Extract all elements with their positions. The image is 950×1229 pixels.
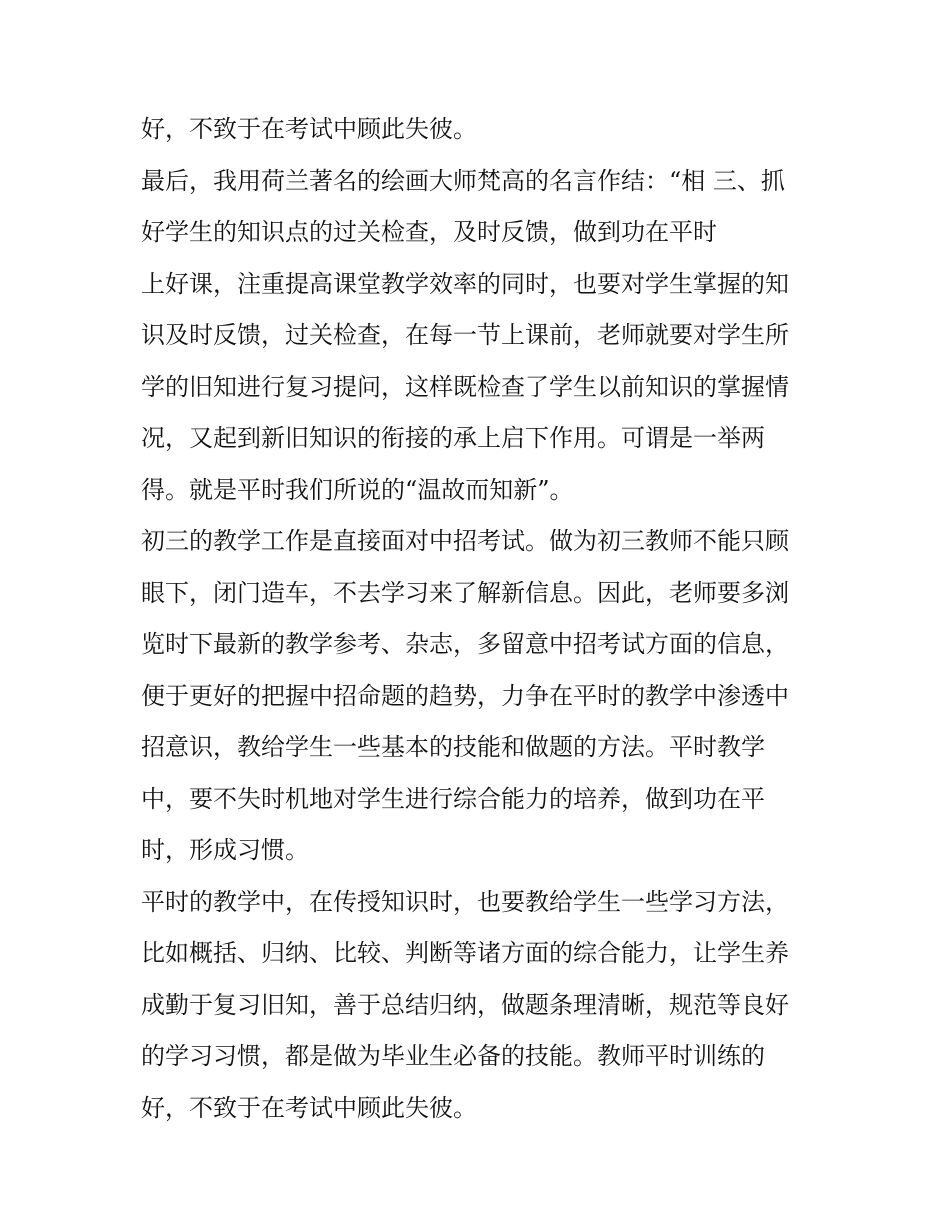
- text-line: 览时下最新的教学参考、杂志，多留意中招考试方面的信息，: [141, 630, 789, 658]
- text-line: 上好课，注重提高课堂教学效率的同时，也要对学生掌握的知: [141, 269, 789, 298]
- body-text: [141, 104, 821, 1134]
- text-line: 学的旧知进行复习提问，这样既检查了学生以前知识的掌握情: [141, 372, 789, 401]
- text-line: 中，要不失时机地对学生进行综合能力的培养，做到功在平: [141, 784, 765, 813]
- text-line: 眼下，闭门造车，不去学习来了解新信息。因此，老师要多浏: [141, 578, 789, 607]
- text-line: 况，又起到新旧知识的衔接的承上启下作用。可谓是一举两: [141, 424, 765, 452]
- text-line: 便于更好的把握中招命题的趋势，力争在平时的教学中渗透中: [141, 681, 789, 710]
- text-line: 招意识，教给学生一些基本的技能和做题的方法。平时教学: [141, 733, 765, 761]
- text-line: 好学生的知识点的过关检查，及时反馈，做到功在平时: [141, 218, 717, 246]
- text-line: 好，不致于在考试中顾此失彼。: [141, 115, 477, 143]
- text-line: 成勤于复习旧知，善于总结归纳，做题条理清晰，规范等良好: [141, 990, 789, 1019]
- text-line: 最后，我用荷兰著名的绘画大师梵高的名言作结：“相 三、抓: [141, 166, 785, 195]
- text-line: 平时的教学中，在传授知识时，也要教给学生一些学习方法，: [141, 887, 789, 916]
- text-line: 比如概括、归纳、比较、判断等诸方面的综合能力，让学生养: [141, 939, 789, 967]
- text-line: 时，形成习惯。: [141, 836, 309, 864]
- text-line: 识及时反馈，过关检查，在每一节上课前，老师就要对学生所: [141, 321, 789, 349]
- text-line: 好，不致于在考试中顾此失彼。: [141, 1093, 477, 1122]
- text-line: 得。就是平时我们所说的“温故而知新”。: [141, 475, 574, 504]
- text-line: 的学习习惯，都是做为毕业生必备的技能。教师平时训练的: [141, 1042, 765, 1070]
- text-line: 初三的教学工作是直接面对中招考试。做为初三教师不能只顾: [141, 527, 789, 555]
